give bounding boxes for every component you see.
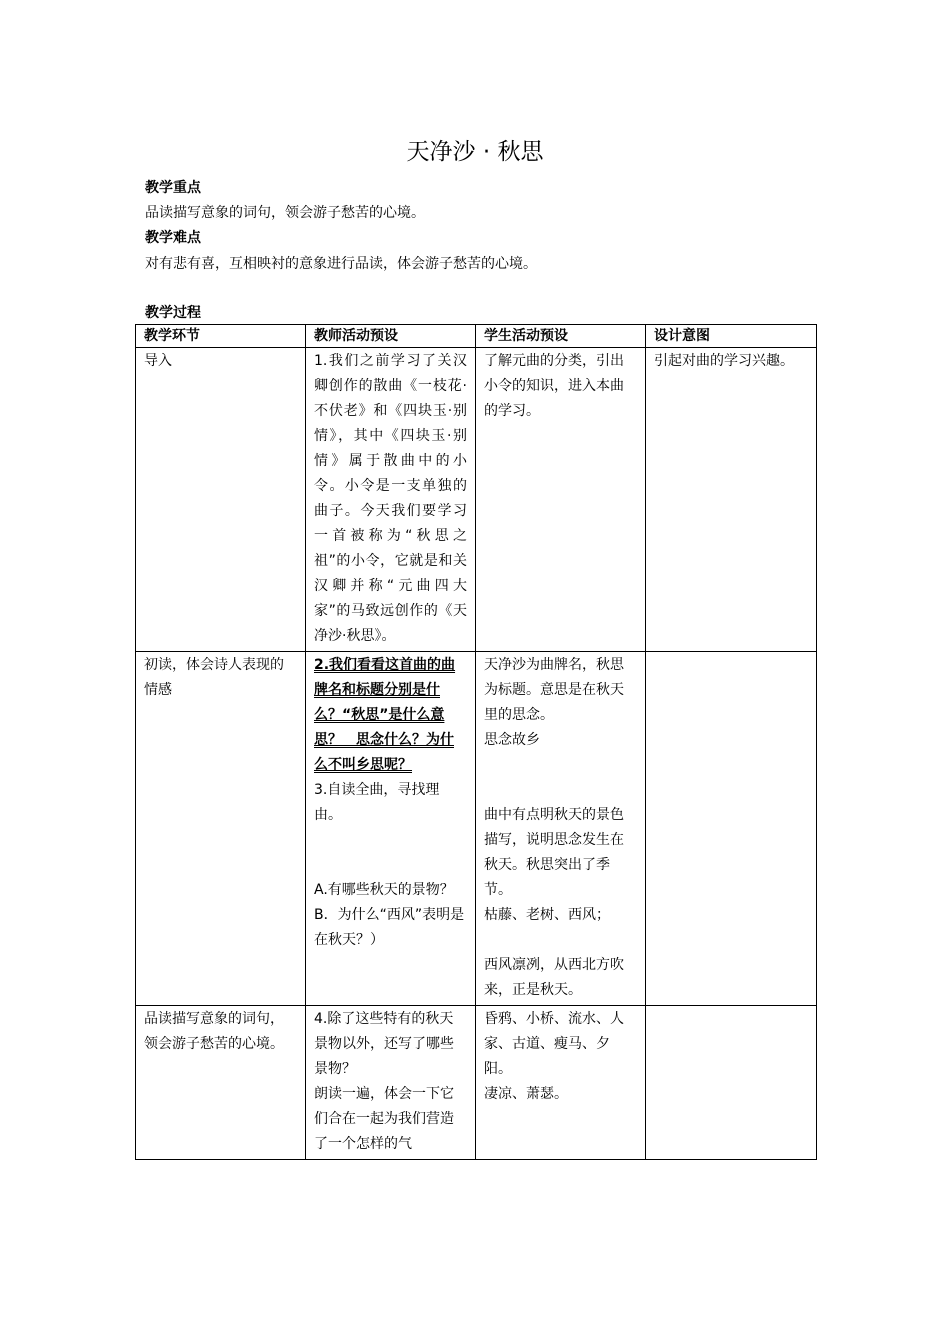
teacher-question-text: 2.我们看看这首曲的曲牌名和标题分别是什么？“秋思”是什么意思？ 思念什么？为什么不叫乡思呢？ — [314, 657, 456, 773]
header-stage: 教学环节 — [136, 325, 306, 348]
focus-text: 品读描写意象的词句，领会游子愁苦的心境。 — [145, 205, 425, 221]
header-intent: 设计意图 — [646, 325, 817, 348]
intent-cell — [646, 1006, 817, 1160]
student-text: 凄凉、萧瑟。 — [484, 1086, 568, 1102]
student-cell — [476, 1006, 646, 1160]
student-text: 昏鸦、小桥、流水、人家、古道、瘦马、夕阳。 — [484, 1011, 624, 1077]
teacher-text: A.有哪些秋天的景物？ — [314, 882, 454, 898]
stage-cell: 初读，体会诗人表现的情感 — [136, 652, 306, 1006]
teaching-process-table — [135, 324, 817, 1160]
stage-cell: 导入 — [136, 348, 306, 652]
header-student: 学生活动预设 — [476, 325, 646, 348]
student-text: 曲中有点明秋天的景色描写，说明思念发生在秋天。秋思突出了季节。 — [484, 807, 624, 898]
table-row — [136, 1006, 817, 1160]
table-row — [136, 348, 817, 652]
teacher-text: 4.除了这些特有的秋天景物以外，还写了哪些景物？ — [314, 1011, 454, 1077]
student-text: 了解元曲的分类，引出小令的知识，进入本曲的学习。 — [484, 353, 624, 419]
difficulty-text: 对有悲有喜，互相映衬的意象进行品读，体会游子愁苦的心境。 — [145, 256, 537, 272]
teacher-cell — [306, 652, 476, 1006]
teacher-cell — [306, 348, 476, 652]
student-text: 思念故乡 — [484, 732, 540, 748]
header-teacher: 教师活动预设 — [306, 325, 476, 348]
student-text: 西风凛冽，从西北方吹来，正是秋天。 — [484, 957, 624, 998]
teacher-text: 3.自读全曲，寻找理由。 — [314, 782, 440, 823]
intent-cell: 引起对曲的学习兴趣。 — [646, 348, 817, 652]
stage-cell: 品读描写意象的词句，领会游子愁苦的心境。 — [136, 1006, 306, 1160]
student-text: 天净沙为曲牌名，秋思为标题。意思是在秋天里的思念。 — [484, 657, 624, 723]
teacher-text: 朗读一遍，体会一下它们合在一起为我们营造了一个怎样的气 — [314, 1086, 454, 1152]
table-row — [136, 652, 817, 1006]
page-title: 天净沙 · 秋思 — [406, 139, 544, 165]
teacher-cell — [306, 1006, 476, 1160]
student-cell — [476, 348, 646, 652]
teacher-text: B．为什么“西风”表明是在秋天？） — [314, 907, 465, 948]
student-text: 枯藤、老树、西风； — [484, 907, 610, 923]
table-header-row — [136, 325, 817, 348]
teacher-text: 1.我们之前学习了关汉卿创作的散曲《一枝花·不伏老》和《四块玉·别情》，其中《四块玉·别情》属于散曲中的小令。小令是一支单独的曲子。今天我们要学习一首被称为“秋思之祖”的小令，它就是和关汉卿并称“元曲四大家”的马致远创作的《天净沙·秋思》。 — [314, 353, 467, 644]
process-heading: 教学过程 — [145, 305, 201, 321]
student-cell — [476, 652, 646, 1006]
intent-cell — [646, 652, 817, 1006]
focus-heading: 教学重点 — [145, 180, 201, 196]
difficulty-heading: 教学难点 — [145, 230, 201, 246]
